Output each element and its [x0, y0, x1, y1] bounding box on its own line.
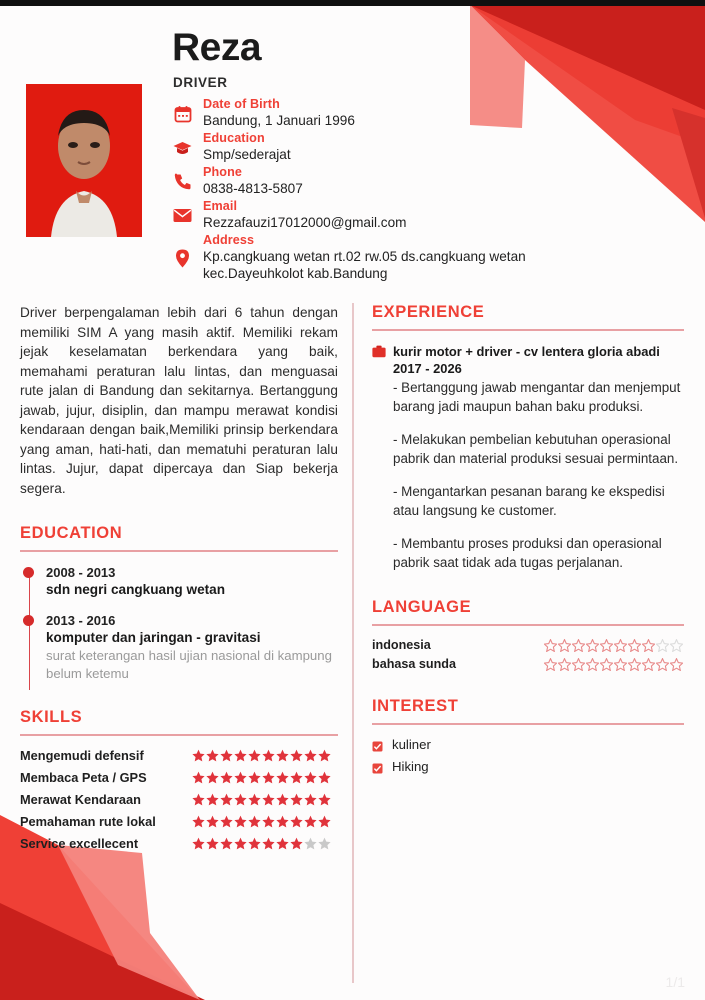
star-icon: [600, 658, 613, 671]
list-item: [20, 836, 338, 851]
experience-header: [372, 343, 684, 377]
star-icon: [220, 749, 233, 762]
contact-value: Kp.cangkuang wetan rt.02 rw.05 ds.cangkuang wetan kec.Dayeuhkolot kab.Bandung: [203, 249, 526, 281]
section-title-skills: SKILLS: [20, 708, 83, 726]
star-icon: [642, 658, 655, 671]
star-icon: [234, 749, 247, 762]
interest-list: [372, 737, 684, 774]
star-icon: [304, 749, 317, 762]
timeline-line: [29, 570, 31, 690]
experience-bullet: - Mengantarkan pesanan barang ke ekspedisi atau langsung ke customer.: [393, 484, 665, 518]
list-item: [372, 657, 684, 671]
contact-value: Smp/sederajat: [203, 147, 291, 162]
star-icon: [586, 639, 599, 652]
contact-row-address: [172, 232, 592, 282]
skill-name: Pemahaman rute lokal: [20, 814, 156, 829]
page-title: Reza: [172, 26, 262, 69]
timeline-dot-icon: [23, 567, 34, 578]
star-icon: [192, 837, 205, 850]
star-icon: [234, 793, 247, 806]
section-language: [372, 598, 684, 671]
right-column: [372, 303, 684, 781]
contact-value: Bandung, 1 Januari 1996: [203, 113, 355, 128]
experience-bullets: [372, 379, 684, 572]
star-icon: [290, 771, 303, 784]
rating-stars: [544, 658, 683, 671]
star-icon: [318, 837, 331, 850]
checkbox-checked-icon: [372, 761, 383, 772]
star-icon: [290, 815, 303, 828]
star-icon: [304, 793, 317, 806]
star-icon: [290, 793, 303, 806]
star-icon: [572, 658, 585, 671]
star-icon: [558, 639, 571, 652]
star-icon: [614, 639, 627, 652]
section-rule: [372, 723, 684, 725]
interest-label: Hiking: [392, 759, 429, 774]
star-icon: [262, 749, 275, 762]
language-list: [372, 638, 684, 671]
section-rule: [372, 329, 684, 331]
list-item: [372, 759, 684, 774]
contact-label: Education: [203, 131, 265, 145]
star-icon: [600, 639, 613, 652]
section-title-language: LANGUAGE: [372, 598, 472, 616]
star-icon: [572, 639, 585, 652]
star-icon: [220, 771, 233, 784]
education-date: 2013 - 2016: [46, 613, 116, 628]
star-icon: [318, 815, 331, 828]
star-icon: [628, 658, 641, 671]
star-icon: [206, 749, 219, 762]
contact-info-list: [172, 96, 592, 283]
star-icon: [262, 815, 275, 828]
section-rule: [20, 734, 338, 736]
contact-value: Rezzafauzi17012000@gmail.com: [203, 215, 407, 230]
page-indicator: 1/1: [665, 974, 685, 990]
star-icon: [276, 749, 289, 762]
star-icon: [262, 793, 275, 806]
star-icon: [192, 793, 205, 806]
education-note: surat keterangan hasil ujian nasional di kampung belum ketemu: [46, 648, 332, 681]
star-icon: [670, 658, 683, 671]
star-icon: [656, 639, 669, 652]
star-icon: [628, 639, 641, 652]
star-icon: [248, 815, 261, 828]
education-school: komputer dan jaringan - gravitasi: [46, 630, 261, 645]
star-icon: [290, 837, 303, 850]
education-school: sdn negri cangkuang wetan: [46, 582, 226, 597]
star-icon: [220, 815, 233, 828]
star-icon: [234, 837, 247, 850]
section-interest: [372, 697, 684, 774]
star-icon: [304, 815, 317, 828]
star-icon: [318, 771, 331, 784]
star-icon: [656, 658, 669, 671]
star-icon: [276, 815, 289, 828]
graduation-cap-icon: [172, 137, 193, 158]
skill-name: Membaca Peta / GPS: [20, 770, 147, 785]
star-icon: [220, 793, 233, 806]
star-icon: [220, 837, 233, 850]
avatar: [26, 84, 142, 237]
section-skills: [20, 708, 338, 851]
star-icon: [206, 837, 219, 850]
skill-name: Service excellecent: [20, 836, 139, 851]
column-divider: [352, 303, 354, 983]
timeline-dot-icon: [23, 615, 34, 626]
rating-stars: [192, 837, 331, 850]
list-item: [46, 564, 338, 599]
list-item: [46, 612, 338, 682]
star-icon: [276, 793, 289, 806]
checkbox-checked-icon: [372, 739, 383, 750]
rating-stars: [192, 771, 331, 784]
education-timeline: [20, 564, 338, 682]
calendar-icon: [172, 103, 193, 124]
star-icon: [206, 815, 219, 828]
skills-list: [20, 748, 338, 851]
section-experience: [372, 303, 684, 572]
star-icon: [544, 639, 557, 652]
language-name: indonesia: [372, 638, 431, 652]
location-pin-icon: [172, 248, 193, 269]
star-icon: [192, 815, 205, 828]
star-icon: [586, 658, 599, 671]
skill-name: Mengemudi defensif: [20, 748, 144, 763]
star-icon: [614, 658, 627, 671]
list-item: [372, 737, 684, 752]
star-icon: [262, 837, 275, 850]
star-icon: [234, 815, 247, 828]
language-name: bahasa sunda: [372, 657, 456, 671]
experience-bullet: - Bertanggung jawab mengantar dan menjemput barang jadi maupun bahan baku produksi.: [393, 380, 681, 414]
contact-label: Address: [203, 233, 255, 247]
rating-stars: [544, 639, 683, 652]
profile-summary: Driver berpengalaman lebih dari 6 tahun dengan memiliki SIM A yang masih aktif. Memiliki rekam jejak keselamatan berkendara yang baik, memahami peraturan lalu lintas, dan menguasai rute jalan di Bandung dan sekitarnya. Bertanggung jawab, jujur, disiplin, dan mampu merawat kondisi kendaraan dengan baik,Memiliki prinsip berkendara yang aman, hati-hati, dan mematuhi peraturan lalu lintas. Jujur, dapat dipercaya dan Siap bekerja segera.: [20, 305, 338, 496]
section-title-experience: EXPERIENCE: [372, 303, 485, 321]
rating-stars: [192, 793, 331, 806]
contact-row-phone: [172, 164, 592, 197]
contact-value: 0838-4813-5807: [203, 181, 303, 196]
star-icon: [318, 749, 331, 762]
job-role-subtitle: DRIVER: [173, 75, 228, 90]
star-icon: [642, 639, 655, 652]
star-icon: [318, 793, 331, 806]
rating-stars: [192, 815, 331, 828]
star-icon: [304, 837, 317, 850]
star-icon: [192, 749, 205, 762]
list-item: [20, 770, 338, 785]
star-icon: [248, 793, 261, 806]
contact-row-email: [172, 198, 592, 231]
star-icon: [248, 771, 261, 784]
star-icon: [262, 771, 275, 784]
star-icon: [276, 771, 289, 784]
star-icon: [206, 793, 219, 806]
section-title-education: EDUCATION: [20, 524, 123, 542]
list-item: [20, 792, 338, 807]
section-rule: [372, 624, 684, 626]
star-icon: [276, 837, 289, 850]
interest-label: kuliner: [392, 737, 431, 752]
contact-row-date-of-birth: [172, 96, 592, 129]
section-rule: [20, 550, 338, 552]
list-item: [20, 748, 338, 763]
contact-label: Email: [203, 199, 238, 213]
experience-bullet: - Melakukan pembelian kebutuhan operasional pabrik dan material produksi sesuai permintaan.: [393, 432, 679, 466]
section-education: [20, 524, 338, 682]
contact-label: Phone: [203, 165, 242, 179]
list-item: [20, 814, 338, 829]
star-icon: [248, 837, 261, 850]
contact-row-education: [172, 130, 592, 163]
star-icon: [206, 771, 219, 784]
email-icon: [172, 205, 193, 226]
star-icon: [290, 749, 303, 762]
list-item: [372, 638, 684, 652]
experience-job-title: kurir motor + driver - cv lentera gloria abadi: [393, 344, 660, 359]
experience-bullet: - Membantu proses produksi dan operasional pabrik saat tidak ada tugas perjalanan.: [393, 536, 662, 570]
star-icon: [192, 771, 205, 784]
rating-stars: [192, 749, 331, 762]
contact-label: Date of Birth: [203, 97, 280, 111]
star-icon: [670, 639, 683, 652]
briefcase-icon: [372, 345, 386, 358]
experience-dates: 2017 - 2026: [393, 361, 462, 376]
skill-name: Merawat Kendaraan: [20, 792, 141, 807]
star-icon: [558, 658, 571, 671]
status-bar: [0, 0, 705, 6]
left-column: [20, 303, 338, 858]
star-icon: [544, 658, 557, 671]
star-icon: [304, 771, 317, 784]
star-icon: [234, 771, 247, 784]
section-title-interest: INTEREST: [372, 697, 459, 715]
education-date: 2008 - 2013: [46, 565, 116, 580]
star-icon: [248, 749, 261, 762]
phone-icon: [172, 171, 193, 192]
